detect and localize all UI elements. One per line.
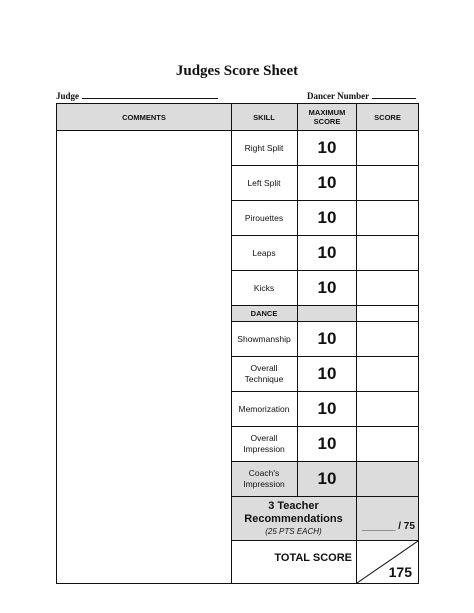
dancer-number-blank-line[interactable] — [372, 89, 416, 99]
skill-label-right-split: Right Split — [244, 142, 284, 153]
skill-divider — [297, 104, 298, 496]
skill-label-line2: Impression — [243, 479, 285, 489]
dance-section-label: DANCE — [250, 308, 278, 318]
skill-label-line1: Coach's — [248, 468, 280, 478]
skill-label-line1: Overall — [250, 433, 278, 443]
max-score-right-split: 10 — [317, 138, 337, 157]
dancer-number-label: Dancer Number — [307, 91, 370, 101]
max-score-leaps: 10 — [317, 243, 337, 262]
max-score-kicks: 10 — [317, 278, 337, 297]
skill-label-line2: Impression — [243, 444, 285, 454]
dance-section-max-shade — [297, 305, 357, 321]
score-input-pirouettes[interactable] — [357, 201, 418, 235]
judge-field[interactable] — [56, 89, 218, 101]
row-divider — [231, 426, 418, 427]
row-divider — [231, 540, 418, 541]
skill-label-overall-technique — [231, 357, 297, 391]
score-input-overall-technique[interactable] — [357, 357, 418, 391]
score-input-showmanship[interactable] — [357, 322, 418, 356]
comments-header: COMMENTS — [57, 104, 231, 130]
skill-label-memorization: Memorization — [238, 403, 290, 414]
maximum-score-header-line2: SCORE — [313, 117, 341, 126]
score-input-right-split[interactable] — [357, 131, 418, 165]
row-divider — [231, 321, 418, 322]
max-score-overall-technique: 10 — [317, 364, 337, 383]
score-input-leaps[interactable] — [357, 236, 418, 270]
score-input-left-split[interactable] — [357, 166, 418, 200]
maximum-score-header-line1: MAXIMUM — [308, 108, 346, 117]
score-input-kicks[interactable] — [357, 271, 418, 305]
max-score-pirouettes: 10 — [317, 208, 337, 227]
row-divider — [231, 461, 418, 462]
teacher-recommendations-blank: ______ / 75 — [362, 521, 415, 532]
row-divider — [231, 305, 418, 306]
row-divider — [231, 496, 418, 497]
row-divider — [231, 200, 418, 201]
score-table — [56, 103, 419, 584]
skill-header: SKILL — [231, 104, 297, 130]
score-input-memorization[interactable] — [357, 392, 418, 426]
skill-label-line2: Technique — [244, 374, 284, 384]
row-divider — [231, 165, 418, 166]
comments-area[interactable] — [57, 131, 231, 583]
max-score-coachs-impression: 10 — [317, 469, 337, 488]
row-divider — [231, 356, 418, 357]
row-divider — [231, 270, 418, 271]
score-input-overall-impression[interactable] — [357, 427, 418, 461]
max-score-showmanship: 10 — [317, 329, 337, 348]
comments-divider — [231, 104, 232, 583]
score-input-coachs-impression[interactable] — [357, 462, 418, 496]
skill-label-kicks: Kicks — [253, 282, 275, 293]
score-header: SCORE — [357, 104, 418, 130]
total-score-box[interactable] — [357, 541, 418, 583]
page-title: Judges Score Sheet — [175, 63, 299, 79]
teacher-recommendations-label — [231, 497, 356, 540]
skill-label-overall-impression — [231, 427, 297, 461]
max-score-left-split: 10 — [317, 173, 337, 192]
max-divider — [356, 104, 357, 496]
total-score-label — [231, 541, 356, 583]
judge-blank-line[interactable] — [82, 89, 218, 99]
judge-label: Judge — [56, 91, 80, 101]
dance-section-row — [231, 305, 297, 321]
teacher-recommendations-score[interactable] — [357, 497, 418, 540]
skill-label-left-split: Left Split — [247, 177, 281, 188]
skill-label-pirouettes: Pirouettes — [244, 212, 284, 223]
skill-label-leaps: Leaps — [252, 247, 276, 258]
skill-label-line1: Overall — [250, 363, 278, 373]
teacher-recommendations-line1: 3 Teacher — [268, 500, 319, 512]
maximum-score-header — [297, 104, 357, 130]
total-score-max: 175 — [388, 564, 412, 580]
max-score-memorization: 10 — [317, 399, 337, 418]
skill-label-coachs-impression — [231, 462, 297, 496]
teacher-recommendations-line2: Recommendations — [244, 513, 343, 525]
row-divider — [231, 391, 418, 392]
max-score-overall-impression: 10 — [317, 434, 337, 453]
teacher-recommendations-note: (25 PTS EACH) — [265, 527, 322, 536]
skill-label-showmanship: Showmanship — [237, 333, 291, 344]
dancer-number-field[interactable] — [307, 89, 416, 101]
total-score-text: TOTAL SCORE — [274, 552, 352, 564]
row-divider — [231, 235, 418, 236]
